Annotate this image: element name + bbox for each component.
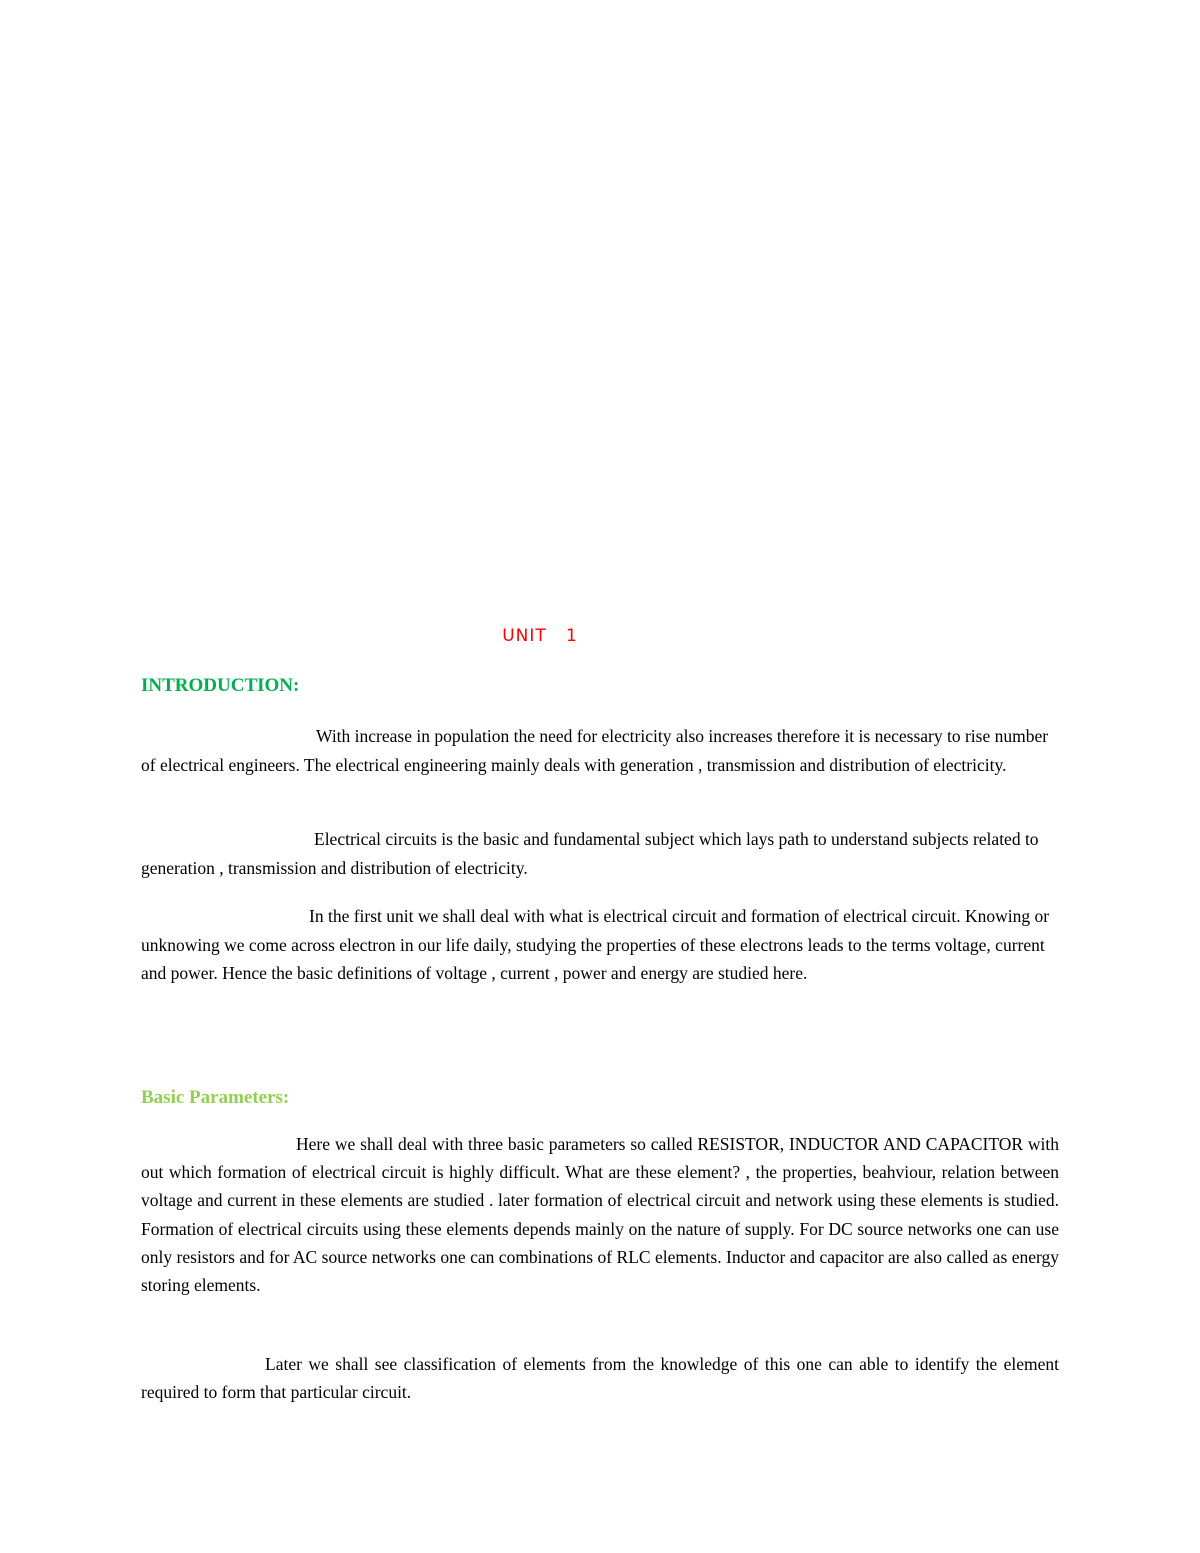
basic-parameters-heading: Basic Parameters: (141, 1087, 290, 1108)
introduction-paragraph-1: With increase in population the need for electricity also increases therefore it is necessary to rise number of electrical engineers. The electrical engineering mainly deals with generation , transmission and distribution of electricity. (141, 726, 1049, 775)
introduction-heading: INTRODUCTION: (141, 675, 300, 696)
introduction-paragraph-2: Electrical circuits is the basic and fundamental subject which lays path to understand subjects related to generation , transmission and distribution of electricity. (141, 829, 1039, 878)
unit-title: UNIT 1 (502, 626, 578, 646)
basic-parameters-paragraph-2: Later we shall see classification of elements from the knowledge of this one can able to identify the element required to form that particular circuit. (141, 1354, 1059, 1403)
basic-parameters-paragraph-1: Here we shall deal with three basic parameters so called RESISTOR, INDUCTOR AND CAPACITOR with out which formation of electrical circuit is highly difficult. What are these element? , the properties, beahviour, relation between voltage and current in these elements are studied . later formation of electrical circuit and network using these elements is studied. Formation of electrical circuits using these elements depends mainly on the nature of supply. For DC source networks one can use only resistors and for AC source networks one can combinations of RLC elements. Inductor and capacitor are also called as energy storing elements. (141, 1134, 1059, 1296)
introduction-paragraph-3: In the first unit we shall deal with what is electrical circuit and formation of electrical circuit. Knowing or unknowing we come across electron in our life daily, studying the properties of these electrons leads to the terms voltage, current and power. Hence the basic definitions of voltage , current , power and energy are studied here. (141, 906, 1050, 984)
